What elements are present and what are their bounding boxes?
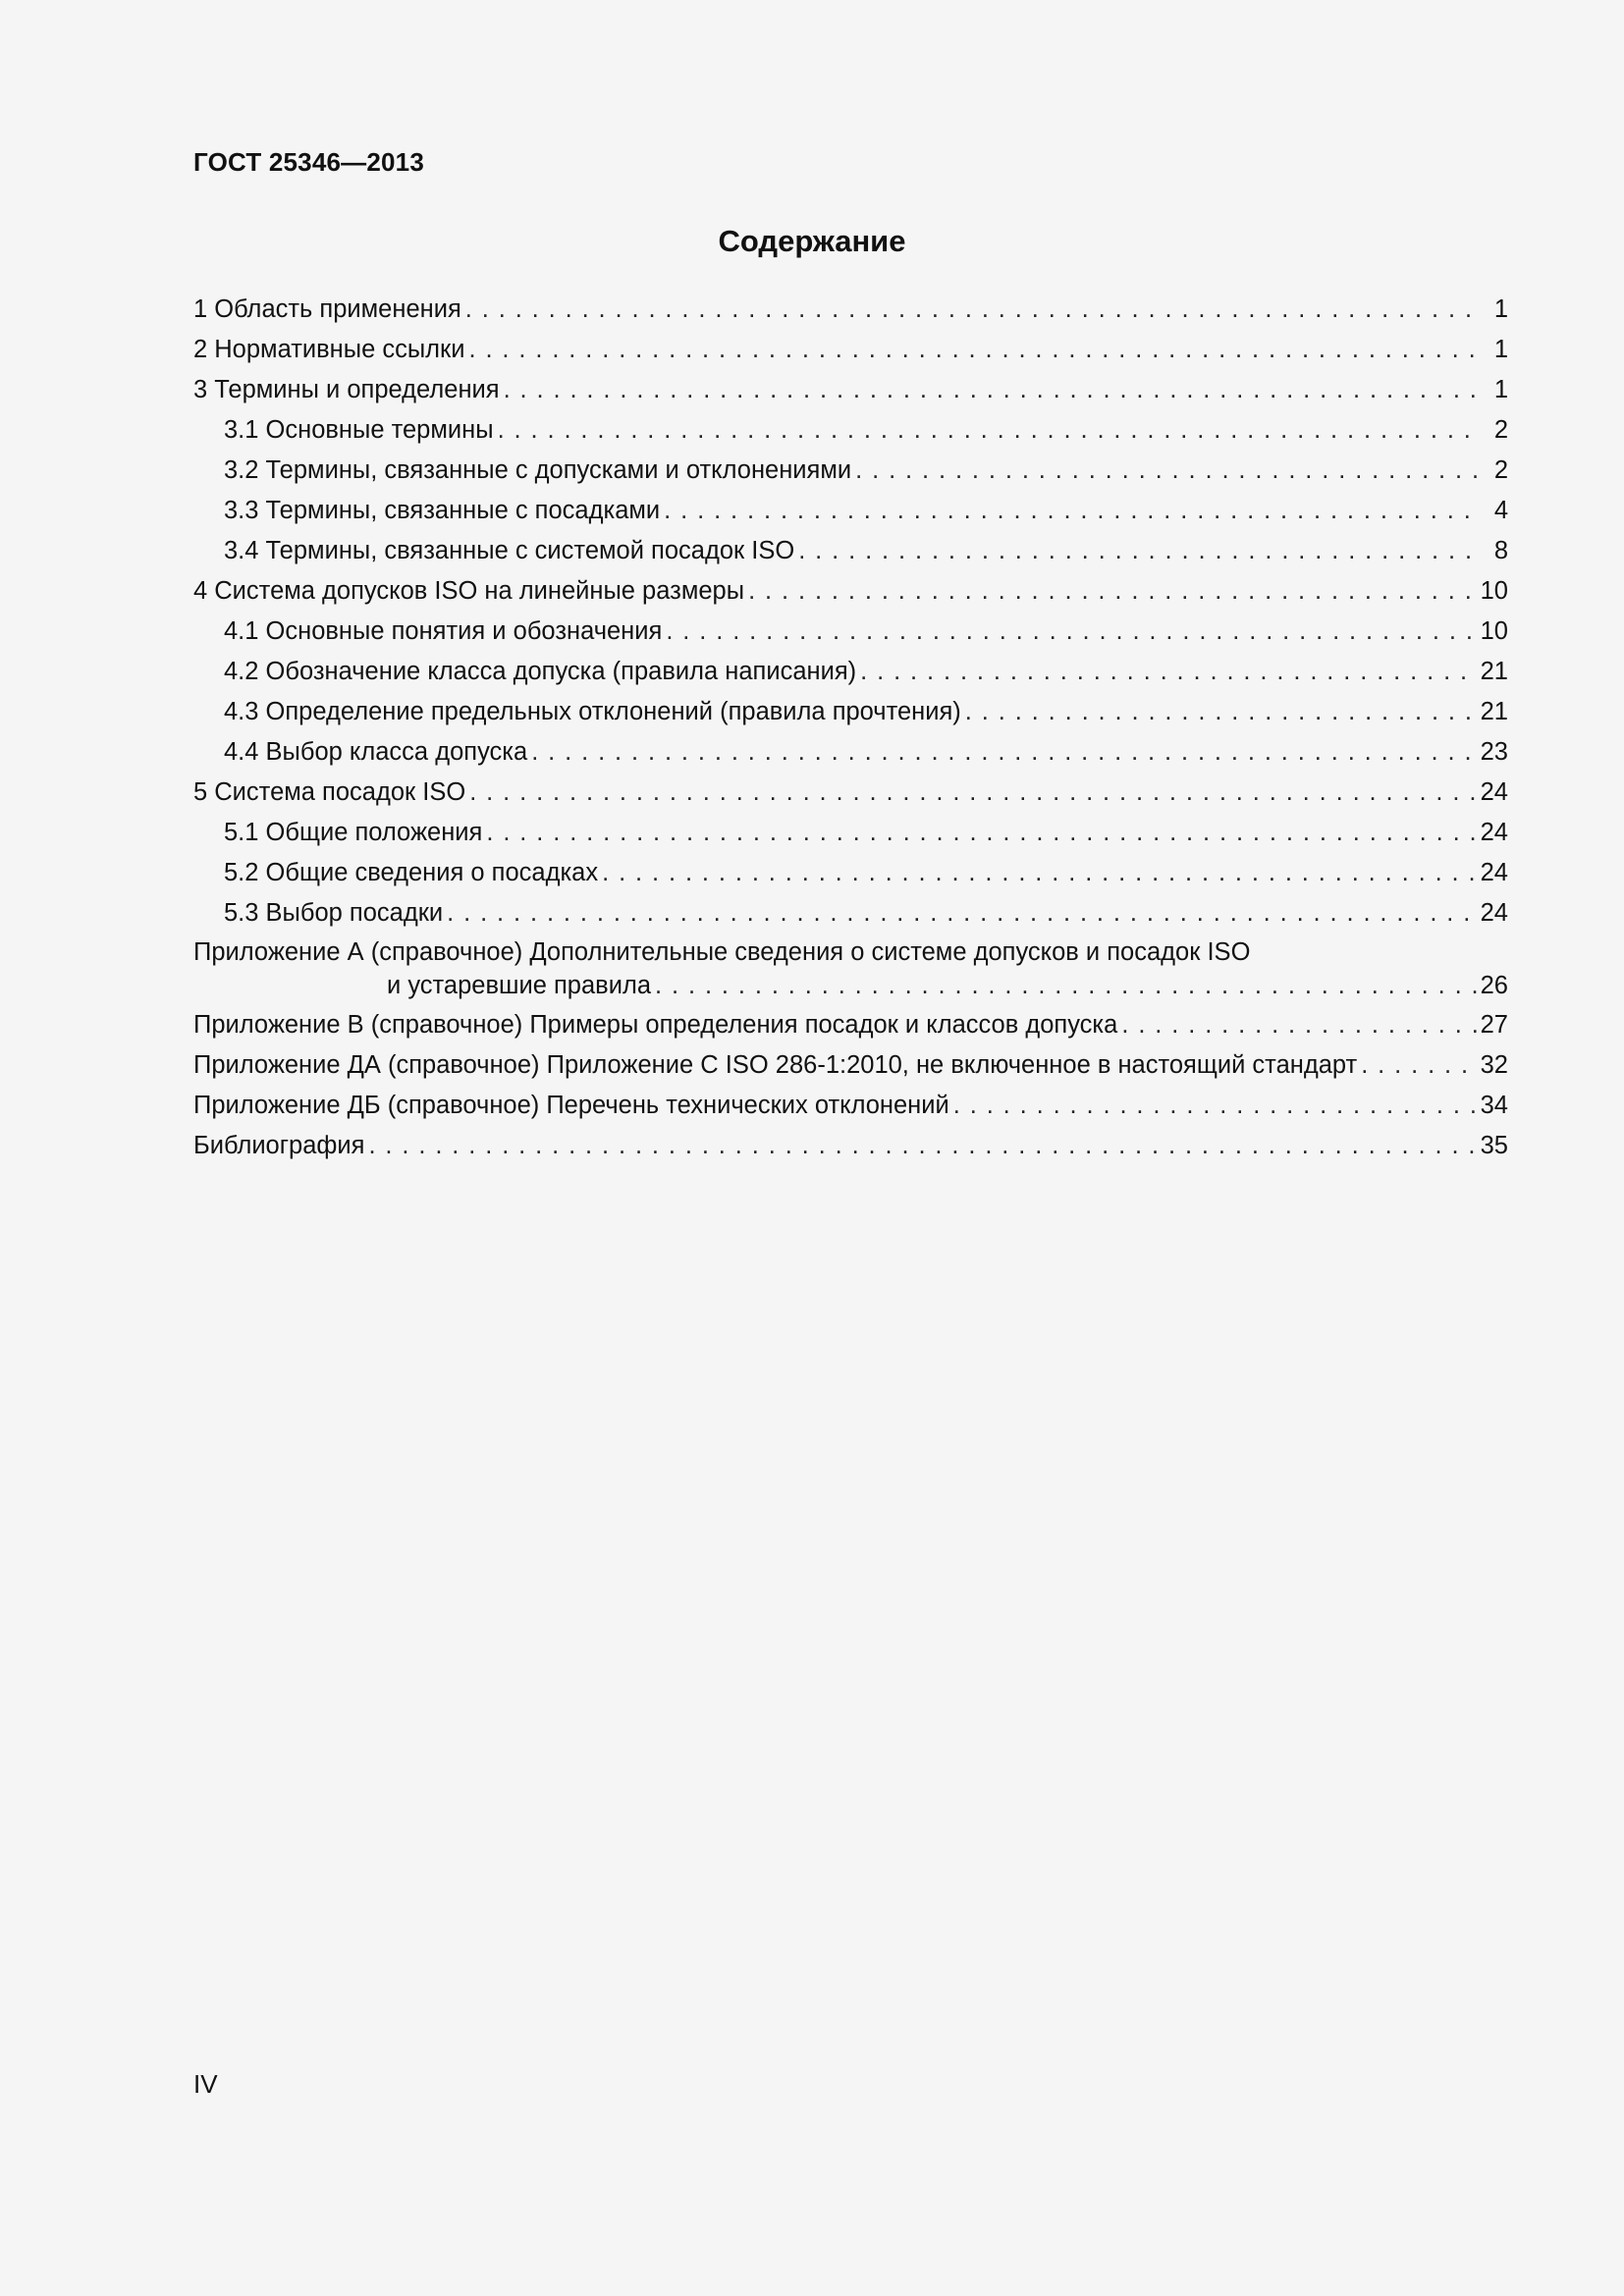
toc-entry-page: 24 [1480,778,1508,806]
toc-leader-dots [368,1128,1476,1163]
toc-entry-label: 3 Термины и определения [193,376,500,403]
toc-entry-label: Приложение ДБ (справочное) Перечень технических отклонений [193,1092,949,1119]
toc-leader-dots [447,895,1477,931]
toc-entry-page: 10 [1480,617,1508,645]
toc-entry[interactable] [193,895,1508,935]
toc-entry-label: 5 Система посадок ISO [193,778,466,806]
toc-entry[interactable] [193,332,1508,372]
table-of-contents [193,292,1508,1168]
toc-leader-dots [1361,1047,1476,1083]
toc-entry-label: Приложение А (справочное) Дополнительные сведения о системе допусков и посадок ISO [193,938,1251,966]
page-number: IV [193,2069,218,2099]
toc-leader-dots [666,614,1476,649]
toc-entry-page: 4 [1493,497,1508,524]
toc-entry-label: 5.1 Общие положения [224,819,483,846]
toc-entry-page: 8 [1493,537,1508,564]
toc-leader-dots [855,453,1481,488]
toc-entry-label: 4.4 Выбор класса допуска [224,738,528,766]
toc-leader-dots [469,774,1476,810]
toc-entry-label: 5.3 Выбор посадки [224,899,444,927]
toc-title: Содержание [718,224,906,258]
toc-entry[interactable] [193,1047,1508,1088]
toc-leader-dots [468,332,1481,367]
toc-entry[interactable] [193,292,1508,332]
toc-entry[interactable] [193,614,1508,654]
toc-entry-label: 3.1 Основные термины [224,416,494,444]
toc-entry[interactable] [193,654,1508,694]
toc-entry-page: 24 [1480,859,1508,886]
document-id: ГОСТ 25346—2013 [193,147,424,177]
toc-leader-dots [498,412,1481,448]
toc-leader-dots [655,969,1477,1002]
toc-entry-label: Приложение В (справочное) Примеры определения посадок и классов допуска [193,1011,1118,1039]
toc-entry-label: Библиография [193,1132,365,1159]
toc-entry[interactable] [193,815,1508,855]
toc-entry-label: 4.1 Основные понятия и обозначения [224,617,663,645]
toc-entry-label: 4.2 Обозначение класса допуска (правила написания) [224,658,857,685]
toc-entry-page: 1 [1493,336,1508,363]
toc-leader-dots [860,654,1476,689]
toc-leader-dots [531,734,1476,770]
toc-leader-dots [953,1088,1477,1123]
toc-entry[interactable] [193,412,1508,453]
toc-entry-label: 3.2 Термины, связанные с допусками и отклонениями [224,456,852,484]
toc-leader-dots [965,694,1477,729]
toc-entry-page: 2 [1493,456,1508,484]
toc-entry[interactable] [193,734,1508,774]
toc-entry-label: 2 Нормативные ссылки [193,336,465,363]
toc-entry[interactable] [193,493,1508,533]
toc-entry-label: 1 Область применения [193,295,461,323]
toc-entry[interactable] [193,1088,1508,1128]
toc-entry-page: 1 [1493,376,1508,403]
toc-entry[interactable] [193,573,1508,614]
toc-entry[interactable] [193,1007,1508,1047]
toc-entry-page: 1 [1493,295,1508,323]
toc-leader-dots [798,533,1481,568]
toc-entry-page: 32 [1480,1051,1508,1079]
toc-entry-label: 3.3 Термины, связанные с посадками [224,497,661,524]
toc-leader-dots [1121,1007,1476,1042]
toc-entry-label: 4 Система допусков ISO на линейные размеры [193,577,745,605]
toc-entry[interactable] [193,774,1508,815]
toc-leader-dots [465,292,1481,327]
toc-entry-page: 24 [1480,819,1508,846]
toc-entry-label: Приложение ДА (справочное) Приложение С ISO 286-1:2010, не включенное в настоящий стандарт [193,1051,1358,1079]
toc-entry[interactable] [193,694,1508,734]
toc-entry-page: 10 [1480,577,1508,605]
toc-entry-page: 24 [1480,899,1508,927]
toc-entry-page: 23 [1480,738,1508,766]
toc-entry[interactable] [193,855,1508,895]
toc-entry[interactable] [193,533,1508,573]
toc-entry[interactable] [193,372,1508,412]
toc-entry-page: 34 [1480,1092,1508,1119]
toc-leader-dots [748,573,1477,609]
toc-entry-page: 26 [1480,972,1508,999]
toc-entry-page: 35 [1480,1132,1508,1159]
toc-entry-page: 21 [1480,698,1508,725]
toc-entry-label: 5.2 Общие сведения о посадках [224,859,599,886]
toc-entry-label-continued: и устаревшие правила [387,972,652,999]
toc-entry[interactable] [193,1128,1508,1168]
toc-entry-label: 3.4 Термины, связанные с системой посадок ISO [224,537,795,564]
toc-entry-annex-a[interactable] [193,935,1508,1002]
toc-leader-dots [602,855,1477,890]
toc-leader-dots [504,372,1481,407]
toc-entry[interactable] [193,453,1508,493]
toc-entry-label: 4.3 Определение предельных отклонений (правила прочтения) [224,698,961,725]
toc-leader-dots [664,493,1481,528]
toc-entry-page: 2 [1493,416,1508,444]
toc-entry-page: 21 [1480,658,1508,685]
toc-leader-dots [486,815,1476,850]
toc-entry-page: 27 [1480,1011,1508,1039]
